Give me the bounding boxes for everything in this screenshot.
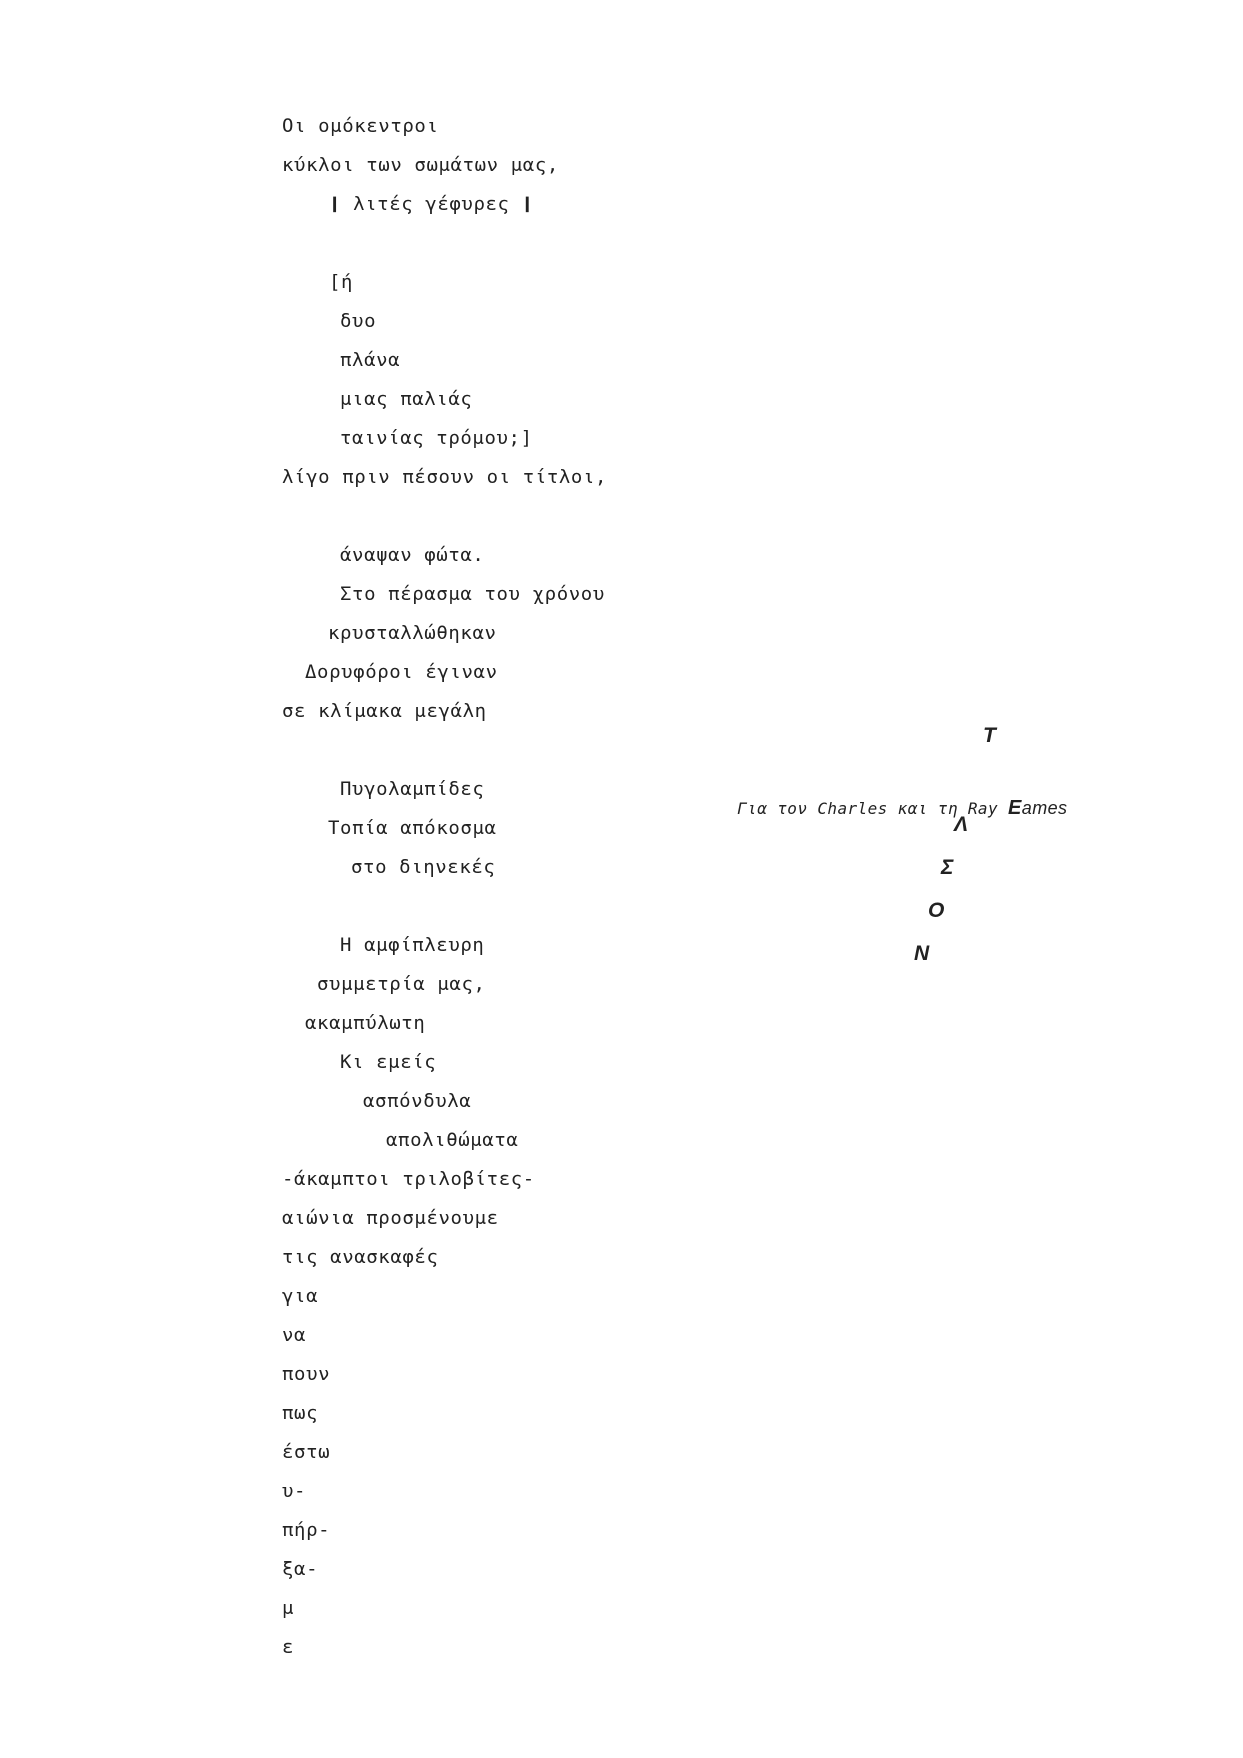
poem-line-26: τις ανασκαφές (282, 1246, 439, 1268)
poem-line-8: ταινίας τρόμου;] (340, 427, 533, 449)
dedication-initial: E (1008, 797, 1022, 819)
dedication-rest: ames (1021, 798, 1068, 818)
poem-line-32: υ- (282, 1480, 307, 1502)
poem-line-23: απολιθώματα (386, 1129, 519, 1151)
poem-line-28: να (282, 1324, 307, 1346)
title-letter-o: O (928, 899, 945, 922)
poem-line-18: Η αμφίπλευρη (340, 934, 485, 956)
poem-line-19: συμμετρία μας, (317, 973, 486, 995)
poem-line-4: [ή (329, 271, 354, 293)
poem-line-1: Οι ομόκεντροι (282, 115, 439, 137)
poem-line-35: μ (282, 1597, 295, 1619)
dedication (697, 772, 1067, 845)
poem-line-14: σε κλίμακα μεγάλη (282, 700, 487, 722)
title-letter-n: N (914, 942, 930, 965)
poem-line-29: πουν (282, 1363, 331, 1385)
poem-line-34: ξα- (282, 1558, 319, 1580)
title-letter-sigma: Σ (941, 856, 954, 879)
poem-line-17: στο διηνεκές (351, 856, 496, 878)
poem-line-22: ασπόνδυλα (363, 1090, 472, 1112)
poem-line-36: ε (282, 1636, 295, 1658)
poem-line-16: Τοπία απόκοσμα (328, 817, 497, 839)
poem-line-7: μιας παλιάς (340, 388, 473, 410)
poem-line-12: κρυσταλλώθηκαν (328, 622, 497, 644)
poem-line-15: Πυγολαμπίδες (340, 778, 485, 800)
poem-line-2: κύκλοι των σωμάτων μας, (282, 154, 559, 176)
poem-line-21: Κι εμείς (340, 1051, 437, 1073)
dedication-prefix: Για τον Charles και τη Ray (737, 799, 1009, 818)
poem-line-5: δυο (340, 310, 377, 332)
poem-line-31: έστω (282, 1441, 331, 1463)
poem-line-25: αιώνια προσμένουμε (282, 1207, 499, 1229)
poem-line-13: Δορυφόροι έγιναν (305, 661, 498, 683)
poem-line-20: ακαμπύλωτη (305, 1012, 426, 1034)
poem-line-6: πλάνα (340, 349, 401, 371)
title-letter-lambda: Λ (954, 813, 969, 836)
poem-line-27: για (282, 1285, 319, 1307)
poem-line-3: ❙ λιτές γέφυρες ❙ (329, 193, 534, 215)
poem-line-24: -άκαμπτοι τριλοβίτες- (282, 1168, 535, 1190)
title-letter-t: T (983, 724, 996, 747)
poem-line-10: άναψαν φώτα. (340, 544, 485, 566)
poem-line-9: λίγο πριν πέσουν οι τίτλοι, (282, 466, 608, 488)
poem-line-30: πως (282, 1402, 319, 1424)
poem-line-33: πήρ- (282, 1519, 331, 1541)
poem-line-11: Στο πέρασμα του χρόνου (340, 583, 605, 605)
